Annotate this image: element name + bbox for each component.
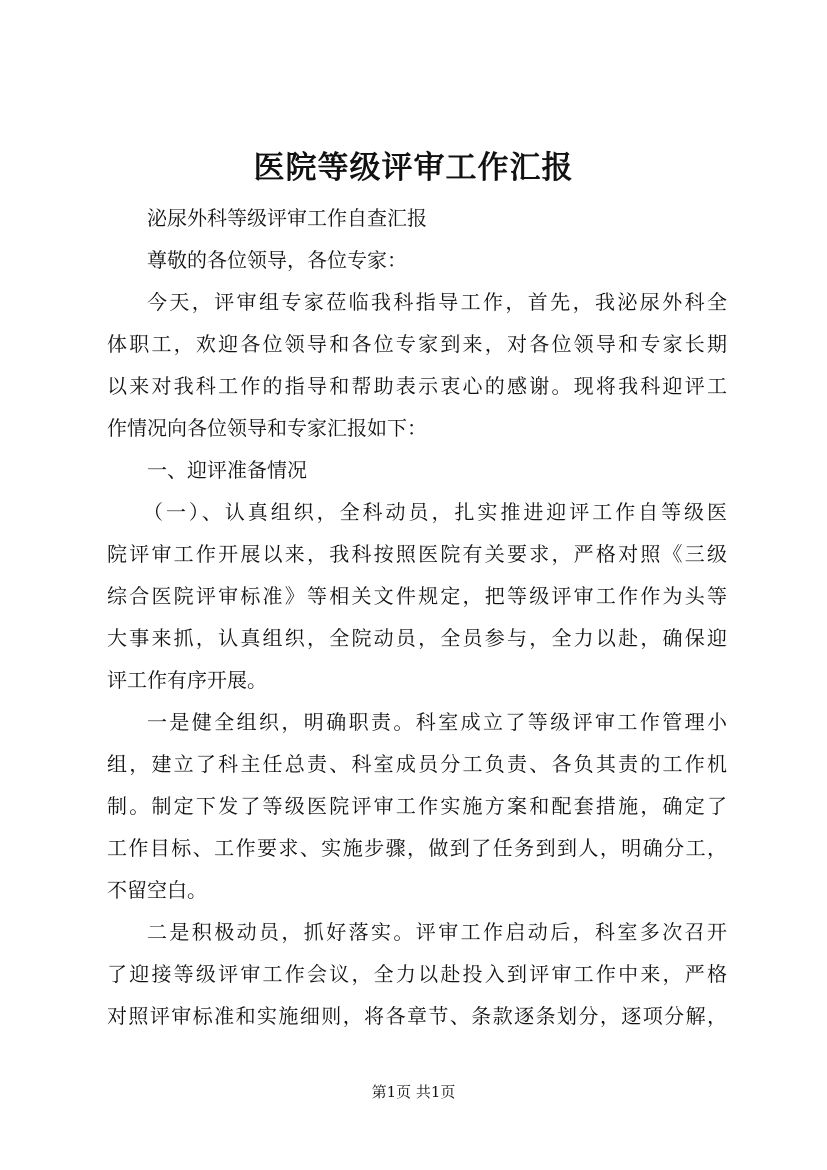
paragraph-line: 不留空白。 <box>107 878 207 902</box>
paragraph-line: 一是健全组织，明确职责。科室成立了等级评审工作管理小 <box>147 710 727 734</box>
subtitle-line: 泌尿外科等级评审工作自查汇报 <box>147 206 427 230</box>
paragraph-line: 大事来抓，认真组织，全院动员，全员参与，全力以赴，确保迎 <box>107 626 727 650</box>
paragraph-line: 制。制定下发了等级医院评审工作实施方案和配套措施，确定了 <box>107 794 727 818</box>
paragraph-line: 院评审工作开展以来，我科按照医院有关要求，严格对照《三级 <box>107 542 727 566</box>
section-heading: 一、迎评准备情况 <box>147 458 307 482</box>
document-title: 医院等级评审工作汇报 <box>253 150 574 186</box>
document-body <box>107 197 727 1037</box>
paragraph-line: 体职工，欢迎各位领导和各位专家到来，对各位领导和专家长期 <box>107 332 727 356</box>
paragraph-line: 评工作有序开展。 <box>107 668 267 692</box>
paragraph-line: 作情况向各位领导和专家汇报如下： <box>107 416 427 440</box>
paragraph-line: （一）、认真组织，全科动员，扎实推进迎评工作自等级医 <box>143 500 727 524</box>
paragraph-line: 对照评审标准和实施细则，将各章节、条款逐条划分，逐项分解， <box>107 1004 727 1028</box>
paragraph-line: 工作目标、工作要求、实施步骤，做到了任务到到人，明确分工， <box>107 836 727 860</box>
paragraph-line: 综合医院评审标准》等相关文件规定，把等级评审工作作为头等 <box>107 584 727 608</box>
salutation-line: 尊敬的各位领导，各位专家： <box>147 248 407 272</box>
paragraph-line: 二是积极动员，抓好落实。评审工作启动后，科室多次召开 <box>147 920 727 944</box>
paragraph-line: 组，建立了科主任总责、科室成员分工负责、各负其责的工作机 <box>107 752 727 776</box>
paragraph-line: 今天，评审组专家莅临我科指导工作，首先，我泌尿外科全 <box>147 290 727 314</box>
page-footer: 第1页 共1页 <box>371 1083 456 1101</box>
paragraph-line: 了迎接等级评审工作会议，全力以赴投入到评审工作中来，严格 <box>107 962 727 986</box>
paragraph-line: 以来对我科工作的指导和帮助表示衷心的感谢。现将我科迎评工 <box>107 374 727 398</box>
